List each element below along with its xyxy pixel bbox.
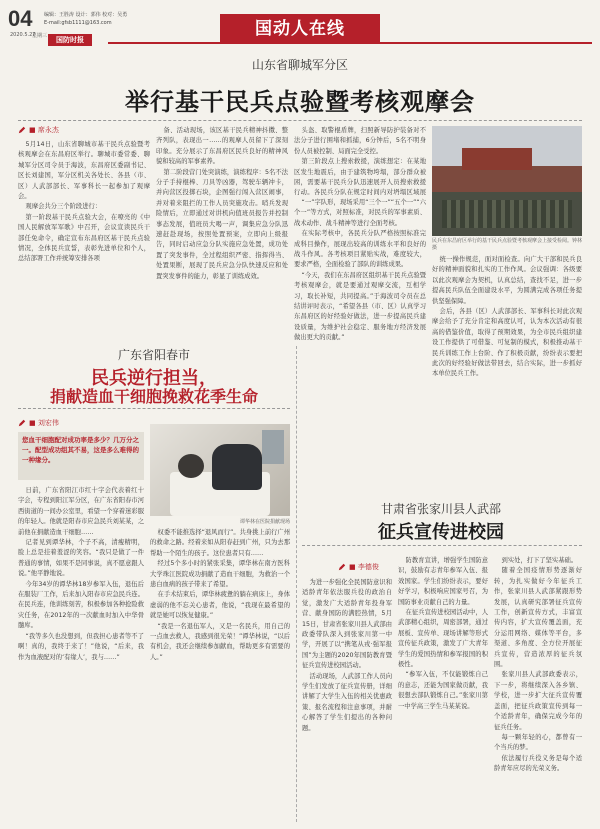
article1-author [18, 125, 59, 135]
paragraph: 日前，广东省阳江市红十字会代表着红十字会，专程到阳江军分区，在广东省阳春市河西街道的一间办公室里，看望一个穿着迷彩服的年轻人。他就是阳春市应急民兵刘某某，之前他在捐献造血干细胞…… [18, 487, 144, 536]
article1-tail [432, 255, 582, 490]
article1-divider [18, 120, 582, 121]
article1-col2 [156, 126, 288, 340]
paragraph: 依法履行兵役义务是每个适龄青年应尽的光荣义务。 [494, 754, 582, 773]
pen-icon [18, 126, 26, 134]
paragraph: 观摩会共分三个阶段进行： [25, 203, 102, 211]
paragraph: 在手术结束后，谭华林疲惫的躺在病床上，身体虚弱的他不忘关心患者，他说，“我现在最希望的就是她可以恢复健康。” [150, 591, 290, 620]
paragraph: 活动现场，人武部工作人员向学生们发放了征兵宣传册，详细讲解了大学生入伍的相关优惠政策、报名流程和注意事项，并耐心解答了学生们提出的各种问题。 [302, 672, 392, 732]
article1-col3b [294, 198, 426, 490]
paragraph: 第二阶段营门处突演练，演练程序：5名不法分子手持棍棒、刀具等凶器，驾驶车辆冲卡，并向营区投掷石块，企图强行闯入营区闹事，并对着来阻拦的工作人员突施攻击。哨兵发现险情后，立即通过对讲机向值班员报告并控制事态发展，值班员大喝一声，调集应急分队迅速赶赴现场，按照处置预案，立即向上级报告，同时启动应急分队实施应急处置，成功处置了突发事件，全过程组织严密、指挥得当、处置果断，展现了民兵应急分队快速反应和处置突发事件的能力，彰显了训练成效。 [156, 168, 288, 280]
paragraph: 会后，各县（区）人武部部长、军事科长对此次观摩会给予了充分肯定和高度认可，认为本次活动有很高的借鉴价值，取得了预期效果，为全市民兵组织建设工作提供了可借鉴、可复制的模式，积极推动基干民兵训练工作上台阶、作了积极贡献，纷纷表示要把此次的好经验好做法带回去，结合实际，进一步抓好本单位民兵工作。 [432, 308, 582, 378]
paragraph: 防教育宣讲，增强学生国防意识，鼓励有志青年参军入伍、报效国家。学生们纷纷表示，要好好学习，积极响应国家号召，为国防事业贡献自己的力量。 [398, 557, 488, 606]
article2-photo-caption: 谭华林在医院捐献现场 [239, 519, 290, 525]
author-name: ■ 刘宏伟 [29, 419, 59, 427]
paragraph: 每一颗年轻的心，都曾有一个当兵的梦。 [494, 733, 582, 752]
article1-kicker: 山东省聊城军分区 [251, 58, 348, 72]
page-date: 2020.5.27 [10, 32, 36, 38]
article1-col1 [18, 140, 150, 340]
paragraph: 第一阶段基干民兵点验大会，在嘹亮的《中国人民解放军军歌》中召开，会议宣读民兵干部任免命令，确定宣布东昌府区基干民兵点验情况，全体民兵宣誓，表彰先进单位和个人，总结部署工作并统筹安排各项 [18, 213, 150, 263]
article1-col3 [294, 126, 426, 198]
callout-text: 您血干细胞配对成功率是多少？几万分之一。配型成功组其不易，这是多么难得的一种缘分。 [22, 436, 139, 464]
article2-kicker: 广东省阳春市 [117, 348, 190, 362]
author-name: ■ 李德俊 [349, 563, 379, 571]
article1-headline: 举行基干民兵点验暨考核观摩会 [125, 88, 475, 116]
page-weekday: 星期三 [32, 33, 48, 39]
article3-col3 [494, 556, 582, 822]
article2-divider [18, 408, 290, 409]
paragraph: 张家川县人武部政委表示，下一步，将继续深入各乡镇、学校，进一步扩大征兵宣传覆盖面，把征兵政策宣传到每一个适龄青年，确保完成今年的征兵任务。 [494, 671, 582, 731]
pen-icon [338, 563, 346, 571]
article2-author [18, 418, 59, 428]
page-number: 04 [8, 6, 33, 31]
paragraph: “我是一名退伍军人，又是一名民兵，用自己的一点血去救人，我感到很光荣！”谭华林说，“以后有机会，我还会继续参加献血，帮助更多有需要的人。” [150, 622, 290, 661]
column-title: 国动人在线 [255, 19, 345, 39]
column-separator [296, 346, 297, 822]
article1-photo-caption: 民兵在东昌府区举行的基干民兵点验暨考核观摩会上接受检阅。钟林 摄 [432, 238, 583, 251]
paragraph: 到实处，打下了坚实基础。 [501, 557, 578, 564]
paragraph: 随着全国疫情形势逐渐好转，为扎实做好今年征兵工作，张家川县人武部紧跟形势发展，认真研究部署征兵宣传工作，创新宣传方式，丰富宣传内容，扩大宣传覆盖面，充分运用网络、媒体等平台，多渠道、多角度、全方位开展征兵宣传，营造浓厚的征兵氛围。 [494, 567, 582, 669]
article3-col2 [398, 556, 488, 822]
paragraph: 统一操作规范，面对面检查。向广大干部和民兵良好的精神面貌和扎实的工作作风。会议强调：各级要以此次观摩会为契机，认真总结，查找不足，进一步提高民兵队伍全面建设水平，为圆满完成各项任务提供坚强保障。 [432, 256, 582, 305]
staff-line: 编辑：王胜涛 设计：郭伟 校对：吴勇 [44, 12, 128, 18]
article3-col1 [302, 578, 392, 822]
paragraph: 头盔、取警棍盾牌，扫照新导防护装备对不法分子进行围堵和抓捕，6分钟后，5名不明身份人员被控制、局面完全受控。 [294, 127, 426, 155]
article2-col2 [150, 528, 290, 820]
article2-headline-1: 民兵逆行担当， [91, 368, 217, 389]
paragraph: “参军入伍，不仅能锻炼自己的意志，还能为国家做贡献，我很想去部队锻炼自己。”张家川第一中学高三学生马某某说。 [398, 671, 488, 710]
article1-photo [432, 126, 582, 236]
paragraph: 权委不能推选择“退风而行”。共身挑上前行广州的救命之路。经着来如从阳春赶到广州，只为去那帮助一个陌生的孩子。这位患者只有…… [150, 529, 290, 557]
paragraph: 记者见到谭华林，个子不高，清瘦精明，脸上总是挂着羞涩的笑容。“我只是做了一件普通的事情，如果不是同事说，真不愿意跟人说。”他平静地说。 [18, 539, 144, 578]
author-name: ■ 席永杰 [29, 126, 59, 134]
paragraph: 第三阶段点上搜索救援，演练想定：在某地区发生地震后，由于建筑物垮塌，部分群众被困，需要基干民兵分队迅速展开人员搜索救援行动。各民兵分队在规定时间内对坍塌区域展 [294, 158, 426, 197]
article2-callout [18, 432, 144, 480]
article3-divider [302, 545, 582, 546]
column-title-box [220, 14, 380, 44]
paragraph: 在实际考核中，各民兵分队严格按照标准完成科目操作，展现出较高的训练水平和良好的战斗作风。各考核项目紧贴实战，难度较大，要求严格，全面检验了部队的训练成果。 [294, 230, 426, 269]
pen-icon [18, 419, 26, 427]
email-line: E-mail:gfsb1111@163.com [44, 20, 112, 26]
article2-photo [150, 424, 290, 516]
paragraph: 今年34岁的谭华林18岁参军入伍，退伍后在服装厂工作，后来加入阳春市应急民兵连。在民兵连，他训练刻苦，积极参加各种抢险救灾任务，在2012年的一次献血时加入中华骨髓库。 [18, 580, 144, 630]
paragraph: “今天，我们在东昌府区组织基干民兵点验暨考核观摩会，就是要通过观摩交流，互相学习，取长补短，共同提高。”于海波司令员在总结讲评时表示，“希望各县（市、区）认真学习东昌府区的好经验好做法，进一步提高民兵建设质量，为维护社会稳定、服务地方经济发展做出更大的贡献。” [294, 271, 426, 342]
article2-col1 [18, 486, 144, 820]
paragraph: 为进一步强化全民国防意识和适龄青年依法服兵役的政治自觉，激发广大适龄青年投身军营、献身国防的满腔热情，5月15日，甘肃省张家川县人武部由政委带队深入到张家川第一中学，开展了以“携笔从戎·强军报国”为主题的2020年国防教育暨征兵宣传进校园活动。 [302, 579, 392, 670]
page-header [8, 6, 592, 50]
paragraph: “一”字队形，现场采用“三个一”“五个一”“六个一”等方式，对照标准，对民兵的军事素质、战术动作、战斗精神等进行全面考核。 [294, 199, 426, 227]
article3-kicker: 甘肃省张家川县人武部 [380, 502, 501, 516]
paragraph: 5月14日，山东省聊城市基干民兵点验暨考核观摩会在东昌府区举行。聊城市委常委、聊城军分区司令员于海波，东昌府区委副书记、区长刘建国，军分区机关各处长、各县（市、区）人武部部长、军事科长一起参加了观摩会。 [18, 141, 150, 201]
paragraph: 备、活动现场，该区基干民兵精神抖擞、整齐列队，表现出一……的观摩人员留下了深刻印象。充分展示了东昌府区民兵良好的精神风貌和较高的军事素养。 [156, 127, 288, 166]
paper-logo: 国防时报 [48, 34, 92, 46]
article3-author [338, 562, 379, 572]
paragraph: “我等多久也没想到，但我担心患者等不了啊！真的，我终于来了！”他说，“后来，我作为血液配对的‘有缘人’，我与……” [18, 632, 144, 661]
article3-headline: 征兵宣传进校园 [378, 522, 504, 543]
paragraph: 在征兵宣传进校园活动中，人武部精心组织，周密部署，通过展板、宣传单、现场讲解等形式宣传征兵政策，激发了广大青年学生的爱国热情和参军报国的积极性。 [398, 609, 488, 669]
article2-headline-2: 捐献造血干细胞挽救花季生命 [49, 387, 258, 406]
paragraph: 经过5个多小时的紧张采集，谭华林在南方医科大学珠江医院成功捐献了造血干细胞，为救治一个患白血病的孩子带来了希望。 [150, 560, 290, 589]
